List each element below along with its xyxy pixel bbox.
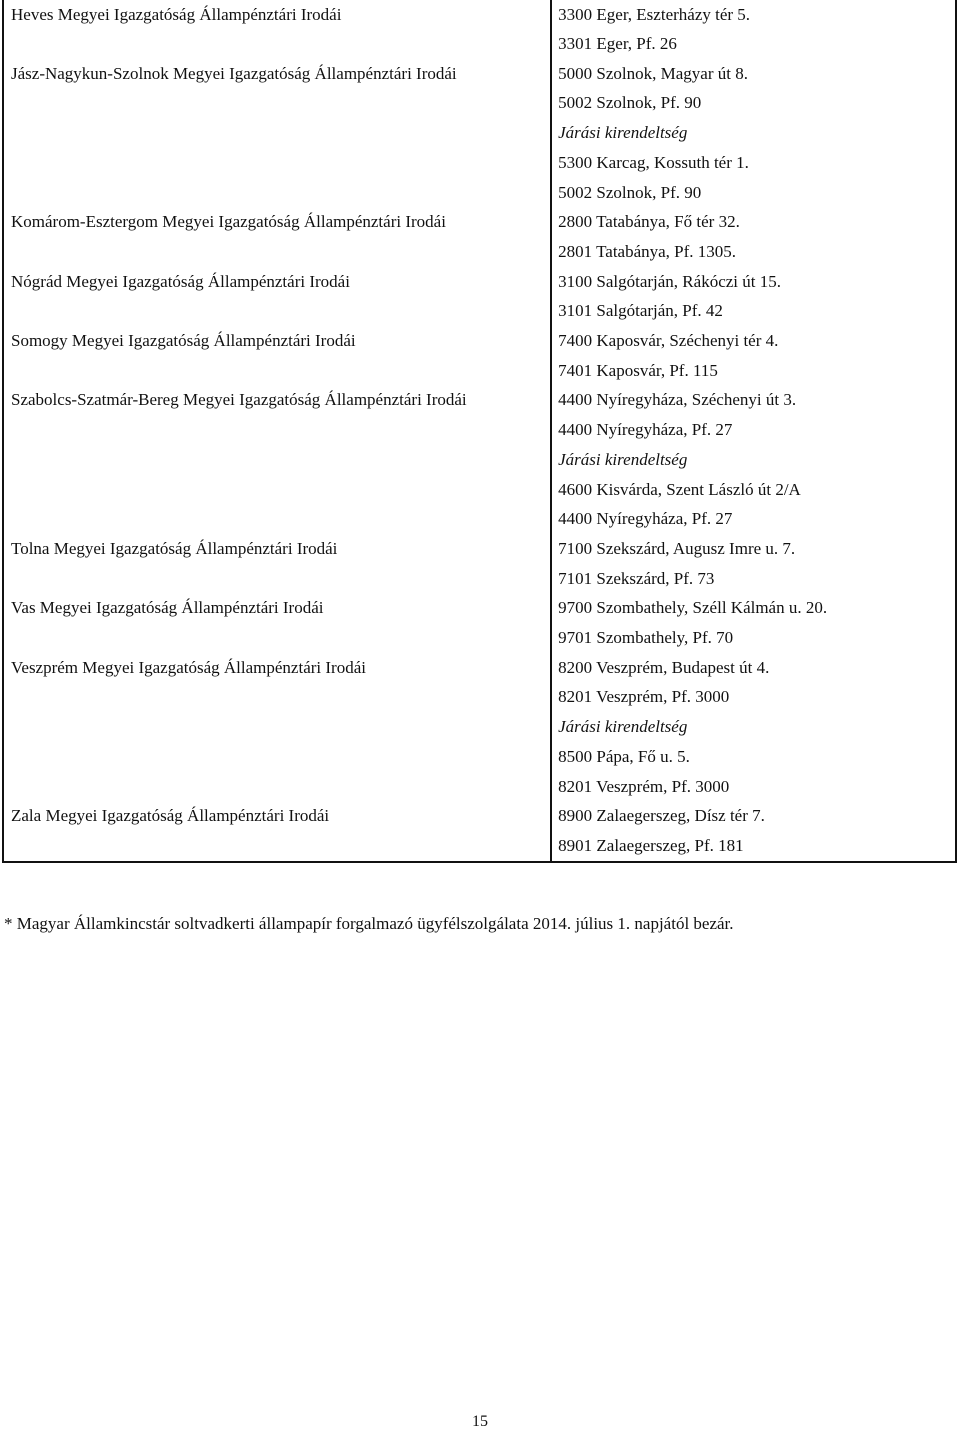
address-line: 4400 Nyíregyháza, Pf. 27 (558, 420, 733, 440)
table-row (3, 801, 956, 861)
table-row (3, 385, 956, 534)
office-name: Tolna Megyei Igazgatóság Állampénztári Irodái (11, 538, 338, 558)
table-row (3, 593, 956, 652)
page-number: 15 (472, 1413, 488, 1430)
address-cell (551, 385, 956, 534)
address-line: 8201 Veszprém, Pf. 3000 (558, 687, 730, 707)
branch-label: Járási kirendeltség (558, 717, 688, 737)
office-name: Somogy Megyei Igazgatóság Állampénztári Irodái (11, 331, 356, 351)
table-row (3, 534, 956, 593)
office-name: Zala Megyei Igazgatóság Állampénztári Irodái (11, 806, 330, 826)
table-row (3, 59, 956, 208)
table-row (3, 207, 956, 266)
address-cell (551, 653, 956, 802)
address-cell (551, 59, 956, 208)
address-line: 4400 Nyíregyháza, Széchenyi út 3. (558, 390, 797, 410)
address-line: 7400 Kaposvár, Széchenyi tér 4. (558, 331, 779, 351)
address-cell (551, 801, 956, 861)
office-name: Szabolcs-Szatmár-Bereg Megyei Igazgatóság Állampénztári Irodái (11, 390, 467, 410)
address-line: 5300 Karcag, Kossuth tér 1. (558, 152, 749, 172)
office-cell (3, 801, 551, 861)
office-address-table-body (3, 0, 956, 862)
office-cell (3, 0, 551, 59)
office-name: Komárom-Esztergom Megyei Igazgatóság Állampénztári Irodái (11, 212, 446, 232)
address-line: 8901 Zalaegerszeg, Pf. 181 (558, 835, 744, 855)
address-cell (551, 593, 956, 652)
office-cell (3, 326, 551, 385)
address-line: 5002 Szolnok, Pf. 90 (558, 93, 702, 113)
address-cell (551, 326, 956, 385)
office-cell (3, 653, 551, 802)
office-address-table (2, 0, 957, 863)
office-cell (3, 59, 551, 208)
address-line: 8500 Pápa, Fő u. 5. (558, 746, 690, 766)
address-line: 2801 Tatabánya, Pf. 1305. (558, 241, 737, 261)
address-line: 2800 Tatabánya, Fő tér 32. (558, 212, 740, 232)
office-name: Heves Megyei Igazgatóság Állampénztári Irodái (11, 5, 342, 24)
table-row (3, 0, 956, 59)
branch-label: Járási kirendeltség (558, 449, 688, 469)
address-line: 3101 Salgótarján, Pf. 42 (558, 301, 723, 321)
address-line: 4600 Kisvárda, Szent László út 2/A (558, 479, 801, 499)
address-line: 5000 Szolnok, Magyar út 8. (558, 63, 748, 83)
office-cell (3, 593, 551, 652)
table-row (3, 267, 956, 326)
address-line: 7401 Kaposvár, Pf. 115 (558, 360, 718, 380)
office-cell (3, 534, 551, 593)
address-line: 8201 Veszprém, Pf. 3000 (558, 776, 730, 796)
address-line: 9700 Szombathely, Széll Kálmán u. 20. (558, 598, 828, 618)
address-line: 9701 Szombathely, Pf. 70 (558, 628, 734, 648)
footnote: * Magyar Államkincstár soltvadkerti állampapír forgalmazó ügyfélszolgálata 2014. július 1. napjától bezár. (4, 914, 734, 933)
office-name: Jász-Nagykun-Szolnok Megyei Igazgatóság Állampénztári Irodái (11, 63, 457, 83)
address-cell (551, 0, 956, 59)
address-line: 5002 Szolnok, Pf. 90 (558, 182, 702, 202)
address-line: 7101 Szekszárd, Pf. 73 (558, 568, 715, 588)
office-name: Vas Megyei Igazgatóság Állampénztári Irodái (11, 598, 324, 618)
office-cell (3, 267, 551, 326)
office-cell (3, 385, 551, 534)
address-line: 3301 Eger, Pf. 26 (558, 34, 677, 53)
address-line: 7100 Szekszárd, Augusz Imre u. 7. (558, 538, 796, 558)
branch-label: Járási kirendeltség (558, 123, 688, 143)
address-cell (551, 534, 956, 593)
office-name: Veszprém Megyei Igazgatóság Állampénztári Irodái (11, 657, 366, 677)
table-row (3, 653, 956, 802)
address-cell (551, 207, 956, 266)
address-line: 3300 Eger, Eszterházy tér 5. (558, 5, 751, 24)
address-line: 3100 Salgótarján, Rákóczi út 15. (558, 271, 781, 291)
address-line: 8900 Zalaegerszeg, Dísz tér 7. (558, 806, 765, 826)
office-cell (3, 207, 551, 266)
address-line: 4400 Nyíregyháza, Pf. 27 (558, 509, 733, 529)
address-cell (551, 267, 956, 326)
address-line: 8200 Veszprém, Budapest út 4. (558, 657, 770, 677)
office-name: Nógrád Megyei Igazgatóság Állampénztári Irodái (11, 271, 350, 291)
table-row (3, 326, 956, 385)
